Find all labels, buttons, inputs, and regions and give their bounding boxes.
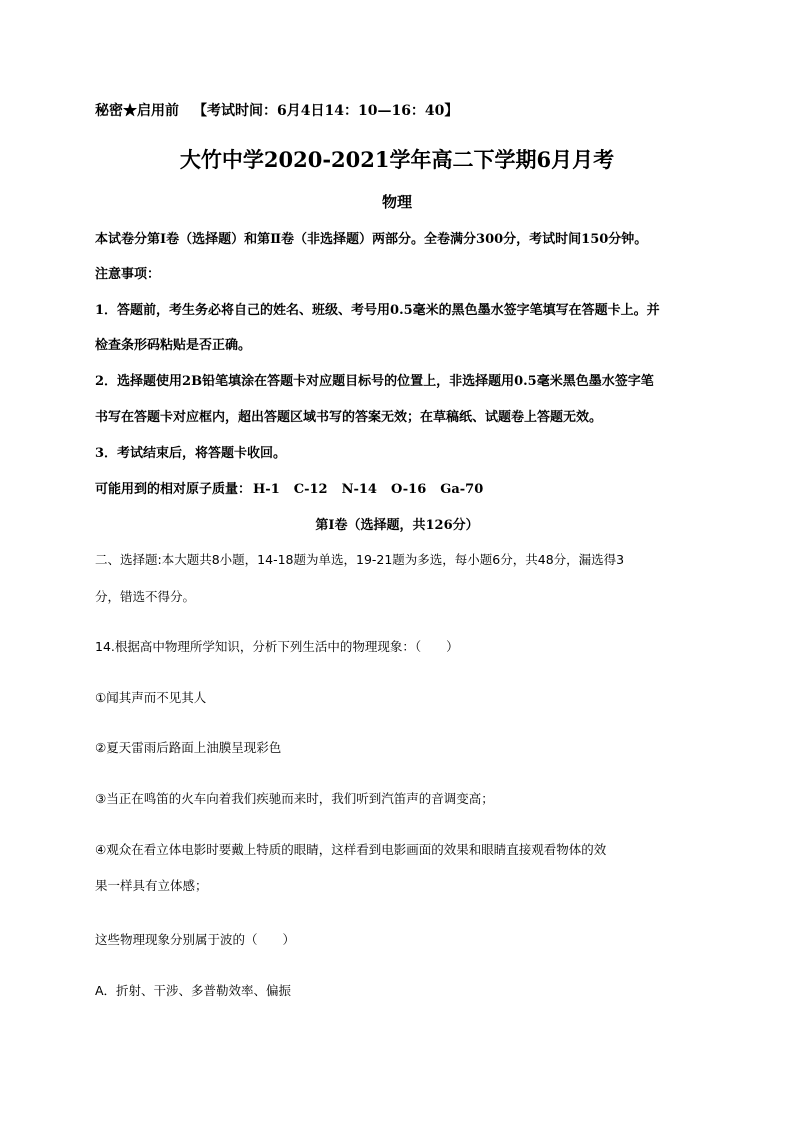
confidential-label: 秘密★启用前 bbox=[95, 103, 179, 119]
note-item-1b: 检查条形码粘贴是否正确。 bbox=[95, 338, 252, 353]
section-instructions-1: 二、选择题:本大题共8小题，14-18题为单选，19-21题为多选，每小题6分，共48分，漏选得3 bbox=[95, 552, 625, 567]
question-14-stem: 14.根据高中物理所学知识，分析下列生活中的物理现象：（ ） bbox=[95, 639, 459, 654]
phenomenon-4b: 果一样具有立体感； bbox=[95, 878, 208, 893]
atomic-masses-label: 可能用到的相对原子质量： bbox=[95, 482, 252, 497]
note-item-1a: 1．答题前，考生务必将自己的姓名、班级、考号用0.5毫米的黑色墨水签字笔填写在答题卡上。并 bbox=[95, 303, 660, 318]
notes-heading: 注意事项： bbox=[95, 267, 161, 282]
exam-intro: 本试卷分第Ⅰ卷（选择题）和第Ⅱ卷（非选择题）两部分。全卷满分300分，考试时间150分钟。 bbox=[95, 232, 648, 247]
phenomenon-4a: ④观众在看立体电影时要戴上特质的眼睛，这样看到电影画面的效果和眼睛直接观看物体的效 bbox=[95, 842, 607, 857]
phenomenon-3: ③当正在鸣笛的火车向着我们疾驰而来时，我们听到汽笛声的音调变高； bbox=[95, 791, 494, 806]
atomic-mass-ga: Ga-70 bbox=[440, 482, 484, 497]
note-item-3: 3．考试结束后，将答题卡收回。 bbox=[95, 446, 287, 461]
section-title: 第Ⅰ卷（选择题，共126分） bbox=[315, 518, 479, 533]
atomic-mass-o: O-16 bbox=[390, 482, 427, 497]
atomic-mass-h: H-1 bbox=[253, 482, 280, 497]
atomic-mass-c: C-12 bbox=[293, 482, 328, 497]
question-14-prompt: 这些物理现象分别属于波的（ ） bbox=[95, 932, 296, 947]
option-a: A．折射、干涉、多普勒效率、偏振 bbox=[95, 983, 292, 998]
phenomenon-1: ①闻其声而不见其人 bbox=[95, 690, 207, 705]
exam-time: 【考试时间：6月4日14：10—16：40】 bbox=[193, 103, 459, 119]
phenomenon-2: ②夏天雷雨后路面上油膜呈现彩色 bbox=[95, 740, 282, 755]
note-item-2a: 2．选择题使用2B铅笔填涂在答题卡对应题目标号的位置上，非选择题用0.5毫米黑色墨水签字笔 bbox=[95, 374, 654, 389]
atomic-masses bbox=[95, 478, 705, 497]
exam-title: 大竹中学2020-2021学年高二下学期6月月考 bbox=[179, 147, 615, 172]
exam-header bbox=[95, 100, 705, 120]
note-item-2b: 书写在答题卡对应框内，超出答题区域书写的答案无效；在草稿纸、试题卷上答题无效。 bbox=[95, 410, 603, 425]
subject-title: 物理 bbox=[381, 193, 412, 211]
section-instructions-2: 分，错选不得分。 bbox=[95, 589, 196, 604]
atomic-mass-n: N-14 bbox=[341, 482, 377, 497]
